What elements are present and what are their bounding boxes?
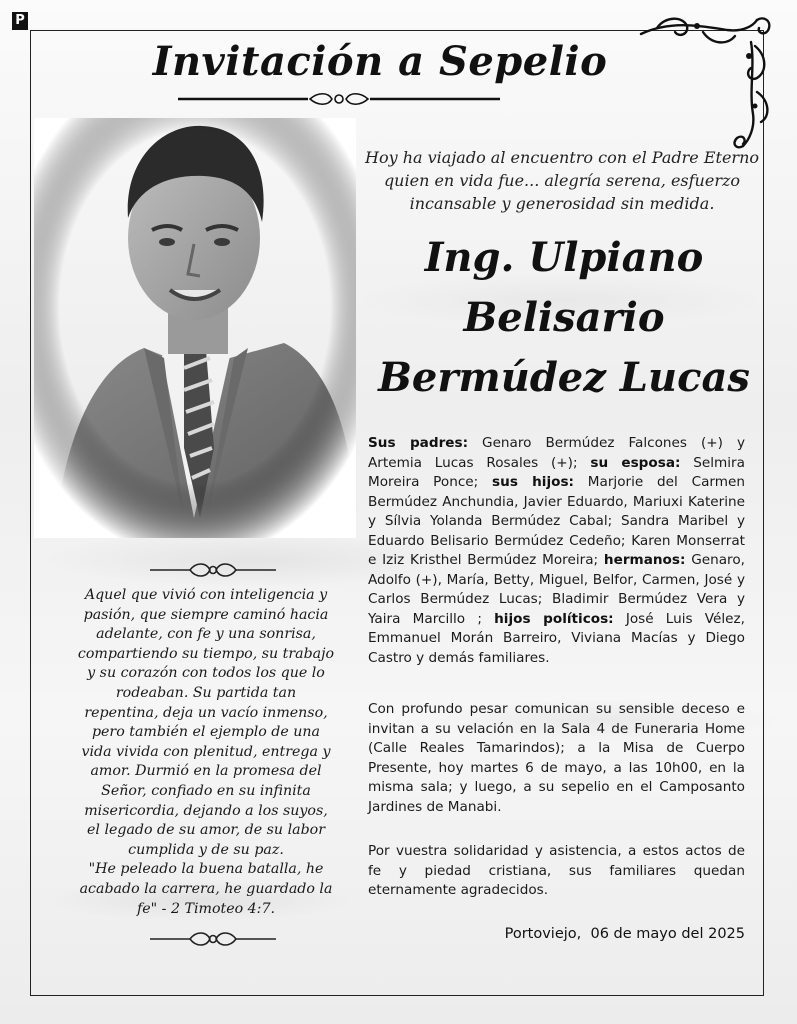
publisher-logo: P xyxy=(12,12,28,30)
intro-message: Hoy ha viajado al encuentro con el Padre Eterno quien en vida fue... alegría serena, esfuerzo incansable y generosidad sin medida. xyxy=(365,148,759,213)
siblings-names: Genaro, Adolfo (+), María, Betty, Miguel, Belfor, Carmen, José y Carlos Bermúdez Lucas; Bladimir Bermúdez Vera y Yaira Marcillo ; xyxy=(368,552,745,627)
quote-line: adelante, con fe y una sonrisa, xyxy=(96,626,316,643)
quote-line: vida vivida con plenitud, entrega y xyxy=(81,743,331,760)
siblings-label: hermanos: xyxy=(603,552,686,568)
quote-line: el legado de su amor, de su labor xyxy=(87,822,325,839)
quote-line: acabado la carrera, he guardado la xyxy=(79,880,333,897)
quote-line: cumplida y de su paz. xyxy=(128,841,284,858)
spouse-name: Selmira Moreira Ponce; xyxy=(368,454,745,490)
name-line: Belisario xyxy=(463,294,665,341)
thanks-paragraph: Por vuestra solidaridad y asistencia, a estos actos de fe y piedad cristiana, sus familiares quedan eternamente agradecidos. xyxy=(368,843,745,898)
quote-line: "He peleado la buena batalla, he xyxy=(88,861,324,878)
place-date: Portoviejo, 06 de mayo del 2025 xyxy=(504,926,745,942)
deceased-name xyxy=(364,228,764,408)
quote-line: pero también el ejemplo de una xyxy=(91,724,321,741)
parents-label: Sus padres: xyxy=(368,435,469,451)
quote-line: compartiendo su tiempo, su trabajo xyxy=(77,645,335,662)
quote-line: repentina, deja un vacío inmenso, xyxy=(84,704,328,721)
quote-line: misericordia, dejando a los suyos, xyxy=(84,802,328,819)
quote-line: Aquel que vivió con inteligencia y xyxy=(84,587,328,603)
parents-names: Genaro Bermúdez Falcones (+) y Artemia Lucas Rosales (+); xyxy=(368,435,745,471)
family-paragraph xyxy=(368,434,745,668)
quote-line: pasión, que siempre caminó hacia xyxy=(83,606,329,623)
in-laws-names: José Luis Vélez, Emmanuel Morán Barreiro, Viviana Macías y Diego Castro y demás familiares. xyxy=(368,610,745,666)
divider-ornament-icon xyxy=(150,561,276,579)
deceased-portrait xyxy=(34,118,356,538)
quote-line: amor. Durmió en la promesa del xyxy=(90,763,322,780)
page-title: Invitación a Sepelio xyxy=(152,38,608,85)
title-underline-ornament-icon xyxy=(178,92,500,106)
quote-line: fe" - 2 Timoteo 4:7. xyxy=(136,900,275,917)
in-laws-label: hijos políticos: xyxy=(494,610,614,627)
quote-line: Señor, confiado en su infinita xyxy=(101,782,311,799)
children-label: sus hijos: xyxy=(492,474,574,490)
spouse-label: su esposa: xyxy=(590,454,681,471)
announcement-paragraph: Con profundo pesar comunican su sensible deceso e invitan a su velación en la Sala 4 de Funeraria Home (Calle Reales Tamarindos); a la Misa de Cuerpo Presente, hoy martes 6 de mayo, a las 10h00, en la misma sala; y luego, a su sepelio en el Camposanto Jardines de Manabi. xyxy=(368,701,745,815)
tribute-quote xyxy=(60,586,352,919)
divider-ornament-icon xyxy=(150,930,276,948)
corner-flourish-icon xyxy=(631,6,781,156)
name-line: Ing. Ulpiano xyxy=(424,234,704,281)
children-names: Marjorie del Carmen Bermúdez Anchundia, Javier Eduardo, Mariuxi Katerine y Sílvia Yolanda Bermúdez Cabal; Sandra Maribel y Eduardo Belisario Bermúdez Cedeño; Karen Monserrat e Iziz Kristhel Bermúdez Moreira; xyxy=(368,474,745,568)
quote-line: y su corazón con todos los que lo xyxy=(87,665,325,682)
name-line: Bermúdez Lucas xyxy=(378,354,750,401)
quote-line: rodeaban. Su partida tan xyxy=(115,684,297,701)
